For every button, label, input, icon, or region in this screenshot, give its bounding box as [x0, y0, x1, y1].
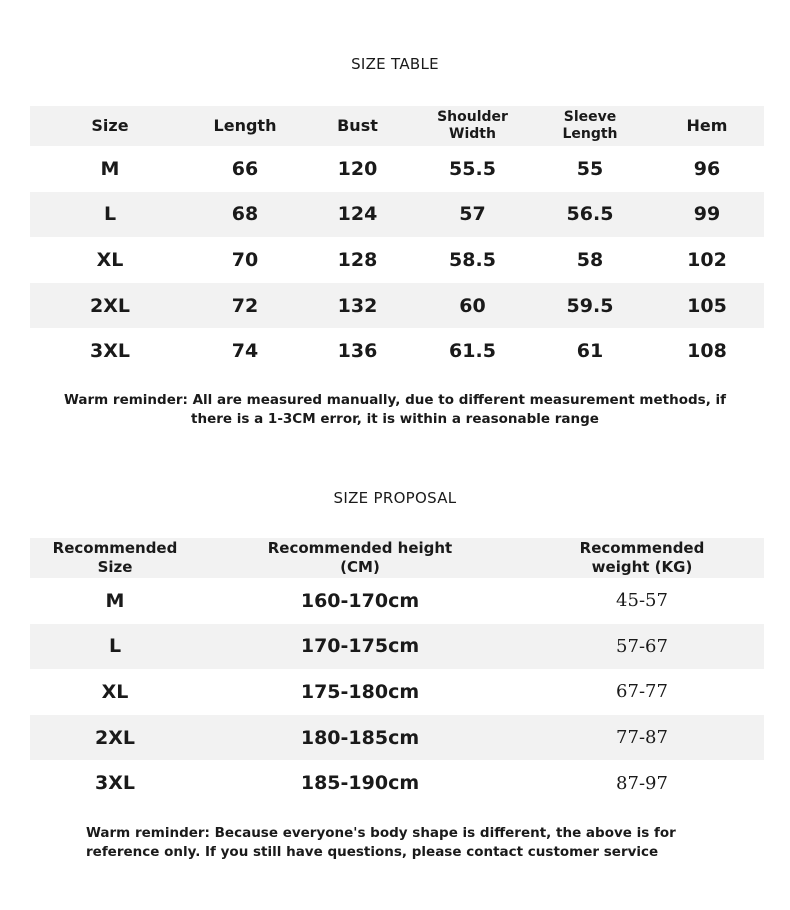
cell-shoulder: 61.5	[449, 340, 496, 363]
cell-shoulder: 58.5	[449, 248, 496, 271]
cell-shoulder: 60	[459, 294, 486, 317]
table-row	[30, 669, 764, 715]
cell-size: M	[105, 589, 125, 612]
table-row	[30, 237, 764, 283]
header-bust: Bust	[337, 116, 378, 135]
header-hem: Hem	[686, 116, 728, 135]
size-proposal-title: SIZE PROPOSAL	[333, 489, 457, 507]
cell-height: 185-190cm	[300, 772, 420, 795]
table-row	[30, 283, 764, 329]
cell-hem: 102	[687, 248, 727, 271]
header-recommended-weight: Recommended weight (KG)	[579, 539, 705, 576]
cell-weight: 67-77	[616, 681, 668, 703]
table-row	[30, 328, 764, 374]
cell-hem: 99	[693, 203, 721, 226]
cell-shoulder: 57	[459, 203, 486, 226]
table-row	[30, 146, 764, 192]
cell-size: M	[100, 157, 120, 180]
cell-bust: 124	[337, 203, 378, 226]
table-row	[30, 192, 764, 238]
cell-bust: 136	[337, 340, 378, 363]
cell-length: 72	[231, 294, 259, 317]
cell-hem: 105	[687, 294, 727, 317]
cell-bust: 132	[337, 294, 378, 317]
cell-weight: 87-97	[616, 772, 668, 794]
cell-height: 175-180cm	[300, 680, 420, 703]
header-recommended-size: Recommended Size	[52, 539, 178, 576]
cell-length: 66	[231, 157, 259, 180]
size-proposal-table	[30, 538, 764, 806]
table-row	[30, 578, 764, 624]
cell-height: 170-175cm	[300, 635, 420, 658]
cell-hem: 96	[693, 157, 721, 180]
cell-height: 180-185cm	[300, 726, 420, 749]
cell-size: 3XL	[95, 772, 135, 795]
size-table-title: SIZE TABLE	[351, 55, 439, 73]
table-row	[30, 760, 764, 806]
cell-size: L	[108, 635, 122, 658]
size-table-header	[30, 106, 764, 146]
cell-bust: 128	[337, 248, 378, 271]
cell-size: 2XL	[95, 726, 135, 749]
table-row	[30, 624, 764, 670]
cell-sleeve: 61	[576, 340, 604, 363]
header-shoulder-width: Shoulder Width	[437, 109, 508, 142]
header-sleeve-length: Sleeve Length	[562, 109, 618, 142]
cell-length: 74	[231, 340, 259, 363]
table-row	[30, 715, 764, 761]
cell-size: L	[103, 203, 117, 226]
size-table	[30, 106, 764, 374]
cell-bust: 120	[337, 157, 378, 180]
cell-weight: 77-87	[616, 727, 668, 749]
cell-height: 160-170cm	[300, 589, 420, 612]
cell-size: XL	[101, 680, 129, 703]
cell-size: 3XL	[90, 340, 130, 363]
header-recommended-height: Recommended height (CM)	[267, 539, 453, 576]
cell-hem: 108	[687, 340, 727, 363]
cell-size: XL	[96, 248, 124, 271]
header-size: Size	[91, 116, 129, 135]
cell-weight: 57-67	[616, 635, 668, 657]
cell-sleeve: 55	[576, 157, 604, 180]
cell-weight: 45-57	[616, 590, 668, 612]
cell-length: 70	[231, 248, 259, 271]
cell-sleeve: 56.5	[566, 203, 614, 226]
cell-sleeve: 59.5	[566, 294, 614, 317]
cell-size: 2XL	[90, 294, 130, 317]
cell-shoulder: 55.5	[449, 157, 496, 180]
cell-sleeve: 58	[576, 248, 604, 271]
header-length: Length	[213, 116, 277, 135]
cell-length: 68	[231, 203, 259, 226]
size-proposal-reminder: Warm reminder: Because everyone's body shape is different, the above is for reference only. If you still have questions, please contact customer service	[86, 825, 676, 860]
proposal-table-header	[30, 538, 764, 578]
size-table-reminder: Warm reminder: All are measured manually, due to different measurement methods, if there is a 1-3CM error, it is within a reasonable range	[63, 392, 727, 427]
